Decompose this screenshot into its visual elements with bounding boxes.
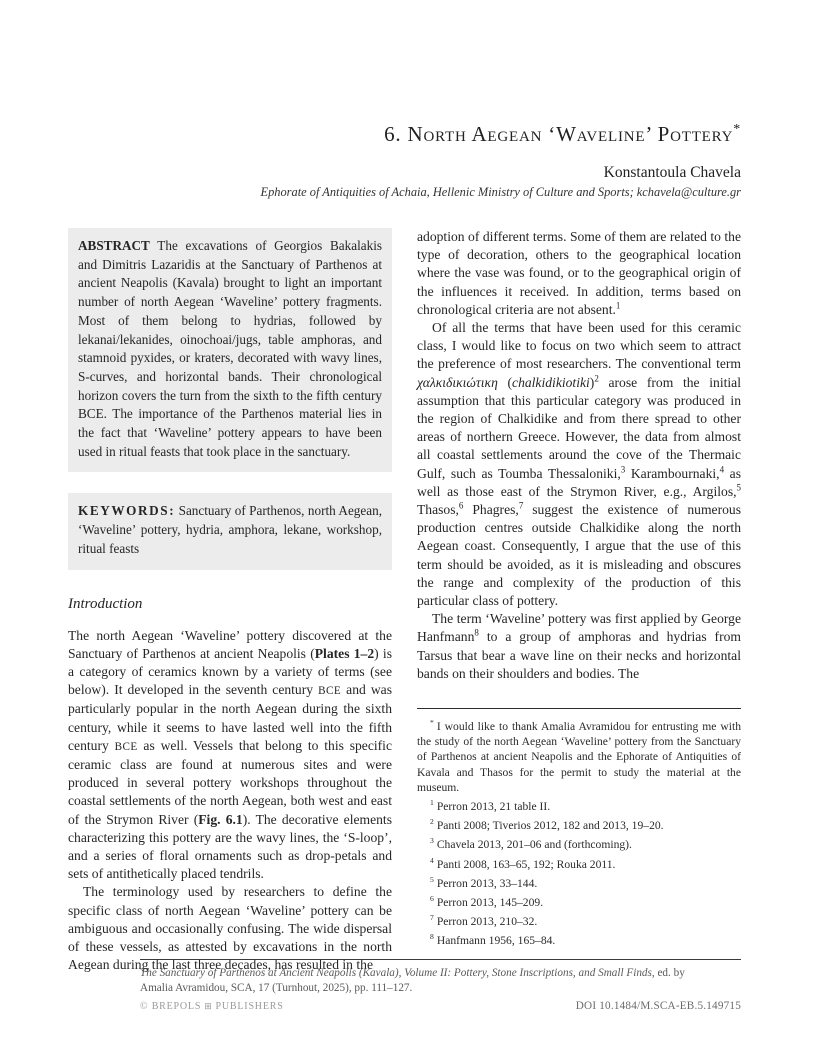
keywords-label: KEYWORDS: (78, 503, 176, 519)
footnote-star-text: I would like to thank Amalia Avramidou for entrusting me with the study of the north Aegean ‘Waveline’ pottery from the Sanctuary of Parthenos at ancient Neapolis and the Ephorate of Antiquities of Kavala and Thasos for the permit to study the material at the museum. (417, 720, 741, 794)
footnote-star (417, 719, 741, 795)
chapter-header (121, 122, 741, 200)
footnote-item (417, 837, 741, 852)
series-credit: The Sanctuary of Parthenos at Ancient Neapolis (Kavala), Volume II: Pottery, Stone Inscriptions, and Small Finds, ed. by Amalia Avramidou, SCA, 17 (Turnhout, 2025), pp. 111–127. (140, 967, 685, 994)
keywords-text: Sanctuary of Parthenos, north Aegean, ‘Waveline’ pottery, hydria, amphora, lekane, workshop, ritual feasts (78, 503, 382, 556)
footnote-separator (417, 708, 741, 709)
footnote-number: 3 (430, 836, 434, 846)
author-affiliation: Ephorate of Antiquities of Achaia, Hellenic Ministry of Culture and Sports; kchavela@culture.gr (260, 185, 741, 199)
left-column (68, 228, 392, 974)
footnote-item (417, 914, 741, 929)
brepols-logo-icon: ⊞ (204, 1001, 213, 1011)
abstract-text: The excavations of Georgios Bakalakis and Dimitris Lazaridis at the Sanctuary of Parthenos at ancient Neapolis (Kavala) brought to light an important number of north Aegean ‘Waveline’ pottery fragments. Most of them belong to hydrias, followed by lekanai/lekanides, oinochoai/jugs, table amphoras, and stamnoid pyxides, or kraters, decorated with wavy lines, S-curves, and horizontal bands. Their chronological horizon covers the turn from the sixth to the fifth century BCE. The importance of the Parthenos material lies in the fact that ‘Waveline’ pottery appears to have been used in ritual feasts that took place in the sanctuary. (78, 238, 382, 459)
footnote-text: Panti 2008, 163–65, 192; Rouka 2011. (436, 857, 616, 871)
footnote-item (417, 895, 741, 910)
footnote-item (417, 933, 741, 948)
footer-rule (140, 959, 741, 960)
copyright-text: © BREPOLS (140, 1001, 202, 1012)
footnote-number: 6 (430, 894, 434, 904)
footnotes-block (417, 708, 741, 949)
footnote-text: Hanfmann 1956, 165–84. (436, 934, 556, 948)
abstract-label: ABSTRACT (78, 238, 150, 253)
footnote-star-marker: * (430, 718, 434, 728)
paragraph-right-2: Of all the terms that have been used for this ceramic class, I would like to focus on two which seem to attract the preference of most researchers. The conventional term χαλκιδικιώτικη (chalkidikiotiki)$^2$ arose from the initial assumption that this particular category was produced in the region of Chalkidike and from there spread to other areas of northern Greece. However, the data from almost all coastal settlements around the cove of the Thermaic Gulf, such as Toumba Thessaloniki,$^3$ Karambournaki,$^4$ as well as those east of the Strymon River, e.g., Argilos,$^5$ Thasos,$^6$ Phagres,$^7$ suggest the existence of numerous production centres outside Chalkidike along the north Aegean coast. Consequently, I argue that the use of this term should be avoided, as it is misleading and obscures the range and complexity of the production of this particular class of pottery. (417, 320, 741, 609)
abstract-box (68, 228, 392, 472)
footer-bottom-line (140, 1000, 741, 1012)
footnote-number: 4 (430, 855, 434, 865)
paragraph-right-1: adoption of different terms. Some of them are related to the type of decoration, others to the geographical location where the vase was found, or to the geographical origin of the influences it received. In addition, terms based on chronological criteria are not absent.$^1$ (417, 229, 741, 317)
footnote-text: Perron 2013, 21 table II. (436, 800, 551, 814)
footnote-number: 1 (430, 798, 434, 808)
footnote-number: 7 (430, 913, 434, 923)
footnote-item (417, 857, 741, 872)
paragraph-intro-2: The terminology used by researchers to define the specific class of north Aegean ‘Waveline’ pottery can be ambiguous and occasionally confusing. The wide dispersal of these vessels, as attested by excavations in the north Aegean during the last three decades, has resulted in the (68, 884, 392, 973)
footnote-text: Perron 2013, 210–32. (436, 915, 538, 929)
footnote-number: 8 (430, 932, 434, 942)
doi-text: DOI 10.1484/M.SCA-EB.5.149715 (575, 1000, 741, 1012)
footnote-item (417, 799, 741, 814)
author-name: Konstantoula Chavela (603, 164, 741, 181)
chapter-title: 6. North Aegean ‘Waveline’ Pottery* (384, 121, 741, 146)
footnote-text: Perron 2013, 145–209. (436, 896, 544, 910)
footnote-item (417, 876, 741, 891)
paragraph-intro-1: The north Aegean ‘Waveline’ pottery discovered at the Sanctuary of Parthenos at ancient Neapolis (Plates 1–2) is a category of ceramics known by a variety of terms (see below). It developed in the seventh century BCE and was particularly popular in the north Aegean during the sixth century, while it seems to have lasted well into the fifth century BCE as well. Vessels that belong to this specific ceramic class are found at numerous sites and were produced in several pottery workshops throughout the coastal settlements of the north Aegean, both west and east of the Strymon River (Fig. 6.1). The decorative elements characterizing this pottery are the wavy lines, the ‘S-loop’, and a series of floral ornaments such as drop-petals and sets of antithetically placed tendrils. (68, 627, 392, 882)
section-heading-introduction: Introduction (68, 595, 143, 612)
publishers-text: PUBLISHERS (215, 1001, 284, 1012)
paragraph-right-3: The term ‘Waveline’ pottery was first applied by George Hanfmann$^8$ to a group of amphoras and hydrias from Tarsus that bear a wave line on their necks and horizontal bands on their shoulders and bodies. The (417, 611, 741, 681)
copyright-line (140, 1001, 284, 1012)
footnote-text: Panti 2008; Tiverios 2012, 182 and 2013, 19–20. (436, 819, 664, 833)
footnote-text: Perron 2013, 33–144. (436, 876, 538, 890)
footnote-number: 2 (430, 817, 434, 827)
footnote-number: 5 (430, 874, 434, 884)
keywords-box (68, 493, 392, 569)
footnote-item (417, 818, 741, 833)
footnote-text: Chavela 2013, 201–06 and (forthcoming). (436, 838, 632, 852)
